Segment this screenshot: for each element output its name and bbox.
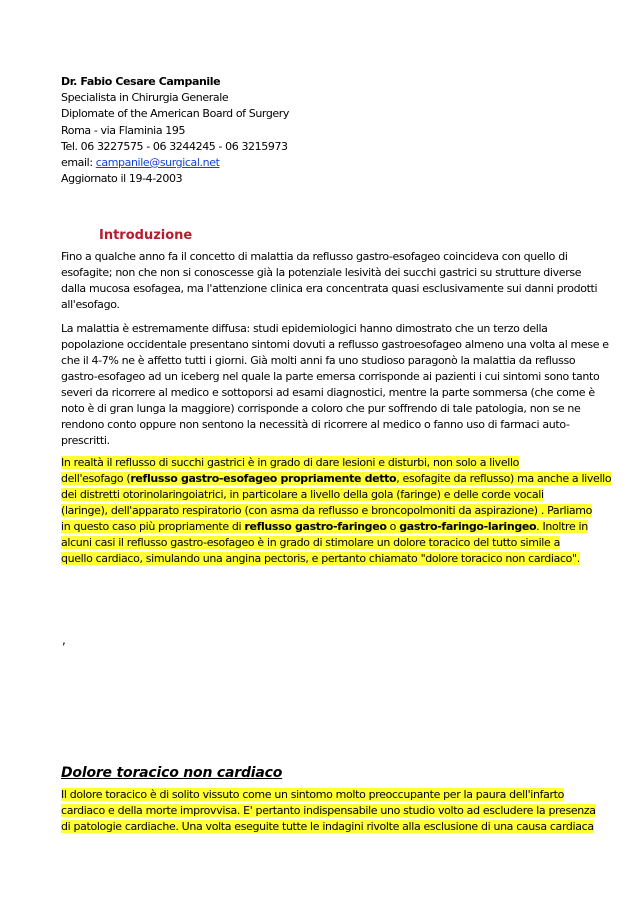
text-line: di patologie cardiache. Una volta eseguite tutte le indagini rivolte alla esclusione di una causa cardiaca — [61, 820, 594, 833]
text-line: Il dolore toracico è di solito vissuto come un sintomo molto preoccupante per la paura dell'infarto — [61, 788, 565, 801]
author-email-line — [61, 155, 581, 171]
stray-comma: , — [62, 633, 66, 647]
text-line: dalla mucosa esofagea, ma l'attenzione clinica era concentrata quasi esclusivamente sui danni prodotti — [61, 282, 598, 295]
text-line: rendono conto oppure non sentono la necessità di ricorrere al medico o fanno uso di farmaci auto- — [61, 418, 570, 431]
updated-date: Aggiornato il 19-4-2003 — [61, 172, 183, 186]
text-line: Fino a qualche anno fa il concetto di malattia da reflusso gastro-esofageo coincideva con quello di — [61, 250, 568, 263]
text-line: popolazione occidentale presentano sintomi dovuti a reflusso gastroesofageo almeno una volta al mese e — [61, 338, 609, 351]
author-name: Dr. Fabio Cesare Campanile — [61, 75, 221, 88]
text-line: che il 4-7% ne è affetto tutti i giorni. Già molti anni fa uno studioso paragonò la malattia da reflusso — [61, 354, 576, 367]
text-line: cardiaco e della morte improvvisa. E' pertanto indispensabile uno studio volto ad escludere la presenza — [61, 804, 596, 817]
text-line: all'esofago. — [61, 298, 120, 311]
term-reflusso-gastro-esofageo: reflusso gastro-esofageo propriamente detto — [130, 472, 397, 485]
term-gastro-faringo-laringeo: gastro-faringo-laringeo — [399, 520, 537, 533]
text-line: severi da ricorrere al medico e sottoporsi ad esami diagnostici, mentre la parte sommersa (che come è — [61, 386, 595, 399]
text-line: dell'esofago (reflusso gastro-esofageo propriamente detto, esofagite da reflusso) ma anche a livello — [61, 472, 612, 485]
email-link[interactable]: campanile@surgical.net — [95, 156, 220, 170]
text-line: gastro-esofageo ad un iceberg nel quale la parte emersa corrisponde ai pazienti i cui sintomi sono tanto — [61, 370, 600, 383]
email-label: email: — [61, 156, 96, 170]
text-line: (laringe), dell'apparato respiratorio (con asma da reflusso e broncopolmoniti da aspirazione) . Parliamo — [61, 504, 593, 517]
intro-paragraph-3-highlighted — [61, 455, 612, 567]
text-line: prescritti. — [61, 434, 110, 447]
text-line: In realtà il reflusso di succhi gastrici è in grado di dare lesioni e disturbi, non solo a livello — [61, 456, 520, 469]
dolore-heading: Dolore toracico non cardiaco — [61, 765, 283, 781]
text-line: in questo caso più propriamente di reflusso gastro-faringeo o gastro-faringo-laringeo. Inoltre in — [61, 520, 588, 533]
author-address: Roma - via Flaminia 195 — [61, 123, 186, 137]
term-reflusso-gastro-faringeo: reflusso gastro-faringeo — [244, 520, 387, 533]
dolore-paragraph-highlighted — [61, 787, 596, 835]
text-line: quello cardiaco, simulando una angina pectoris, e pertanto chiamato "dolore toracico non cardiaco". — [61, 552, 580, 565]
intro-heading: Introduzione — [99, 228, 193, 243]
author-phone: Tel. 06 3227575 - 06 3244245 - 06 3215973 — [61, 139, 288, 153]
author-specialty: Specialista in Chirurgia Generale — [61, 91, 229, 105]
text-line: dei distretti otorinolaringoiatrici, in particolare a livello della gola (faringe) e delle corde vocali — [61, 488, 544, 501]
intro-paragraph-2 — [61, 321, 609, 449]
text-line: noto è di gran lunga la maggiore) corrisponde a coloro che pur soffrendo di tale patologia, non se ne — [61, 402, 581, 415]
text-line: esofagite; non che non si conoscesse già la potenziale lesività dei succhi gastrici su strutture diverse — [61, 266, 582, 279]
author-header — [61, 74, 581, 187]
text-line: La malattia è estremamente diffusa: studi epidemiologici hanno dimostrato che un terzo della — [61, 322, 548, 335]
text-line: alcuni casi il reflusso gastro-esofageo è in grado di stimolare un dolore toracico del tutto simile a — [61, 536, 560, 549]
author-diplomate: Diplomate of the American Board of Surgery — [61, 107, 290, 121]
intro-paragraph-1 — [61, 249, 598, 313]
